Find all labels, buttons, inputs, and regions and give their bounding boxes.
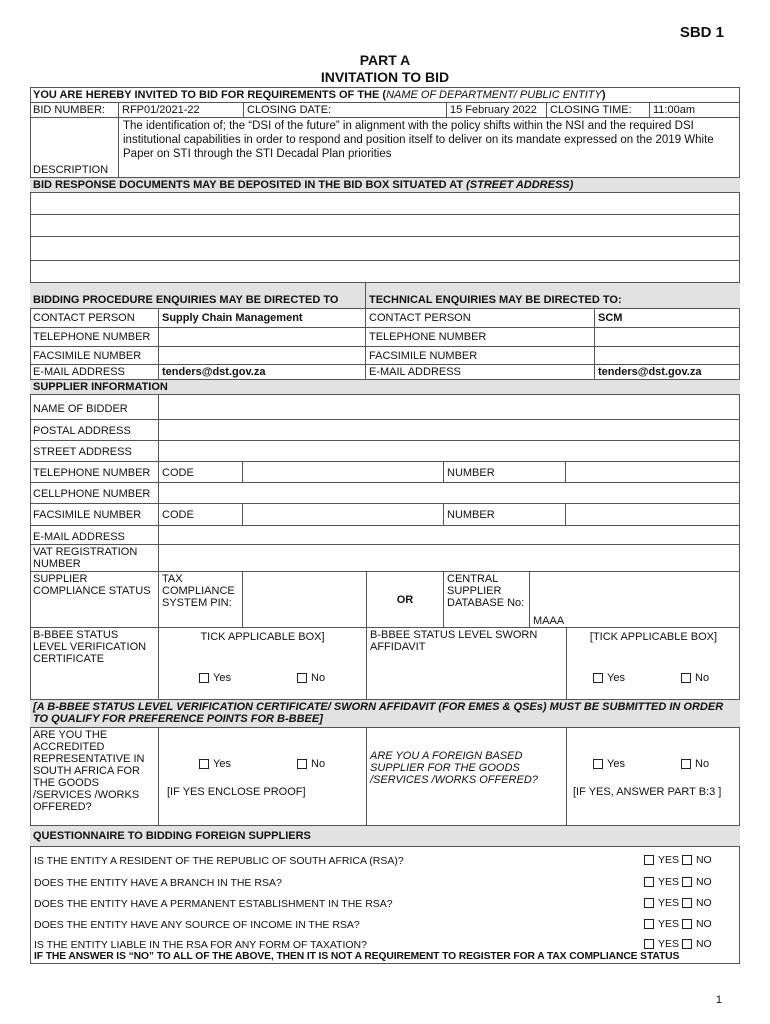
tax-pin-label: TAX COMPLIANCE SYSTEM PIN: xyxy=(158,572,242,627)
compliance-label: SUPPLIER COMPLIANCE STATUS xyxy=(33,573,151,597)
name-label: NAME OF BIDDER xyxy=(33,403,128,415)
fax-code-label: CODE xyxy=(158,504,242,525)
bid-number-row xyxy=(30,102,740,117)
question-4-answer: YES NO xyxy=(644,918,712,930)
accredited-yes[interactable]: Yes xyxy=(199,758,231,770)
bbbee-cert-options xyxy=(158,628,366,699)
technical-email[interactable]: tenders@dst.gov.za xyxy=(594,365,740,379)
postal-input[interactable] xyxy=(158,420,740,440)
description-row xyxy=(30,117,740,177)
csd-label: CENTRAL SUPPLIER DATABASE No: xyxy=(443,572,529,627)
page-title: INVITATION TO BID xyxy=(320,69,450,85)
procedure-telephone[interactable] xyxy=(158,328,365,346)
technical-telephone[interactable] xyxy=(594,328,740,346)
address-line-4[interactable] xyxy=(30,260,740,282)
tech-email-label: E-MAIL ADDRESS xyxy=(365,365,594,379)
supplier-telephone-label: TELEPHONE NUMBER xyxy=(33,467,151,479)
checkbox-icon[interactable] xyxy=(199,759,209,769)
accredited-label: ARE YOU THE ACCREDITED REPRESENTATIVE IN SOUTH AFRICA FOR THE GOODS /SERVICES /WORKS OFFERED? xyxy=(33,729,145,813)
procedure-contact[interactable]: Supply Chain Management xyxy=(158,309,365,327)
postal-label: POSTAL ADDRESS xyxy=(33,425,131,437)
answer-b3: [IF YES, ANSWER PART B:3 ] xyxy=(573,786,722,798)
tech-fax-label: FACSIMILE NUMBER xyxy=(365,347,594,364)
question-5-answer: YES NO xyxy=(644,938,712,950)
supplier-email-input[interactable] xyxy=(158,526,740,544)
technical-contact[interactable]: SCM xyxy=(594,309,740,327)
supplier-fax-row xyxy=(30,503,740,525)
enquiries-heading-row xyxy=(30,282,740,308)
procedure-heading: BIDDING PROCEDURE ENQUIRIES MAY BE DIRECTED TO xyxy=(33,294,339,306)
csd-input[interactable] xyxy=(529,572,740,627)
address-line-2[interactable] xyxy=(30,214,740,236)
technical-fax[interactable] xyxy=(594,347,740,364)
contact-label: CONTACT PERSON xyxy=(33,312,135,324)
tick-box-label-a: TICK APPLICABLE BOX] xyxy=(200,631,325,643)
address-line-3[interactable] xyxy=(30,236,740,260)
street-row xyxy=(30,440,740,461)
questionnaire-heading: QUESTIONNAIRE TO BIDDING FOREIGN SUPPLIERS xyxy=(33,830,311,842)
bbbee-cert-label: B-BBEE STATUS LEVEL VERIFICATION CERTIFICATE xyxy=(33,629,147,665)
question-2: DOES THE ENTITY HAVE A BRANCH IN THE RSA? xyxy=(34,877,282,889)
vat-label: VAT REGISTRATION NUMBER xyxy=(33,546,138,570)
tech-contact-label: CONTACT PERSON xyxy=(365,309,594,327)
bbbee-note-row xyxy=(30,699,740,727)
foreign-yes[interactable]: Yes xyxy=(593,758,625,770)
checkbox-icon[interactable] xyxy=(682,898,692,908)
procedure-email[interactable]: tenders@dst.gov.za xyxy=(158,365,365,379)
closing-date-value[interactable]: 15 February 2022 xyxy=(446,103,546,117)
cellphone-row xyxy=(30,482,740,503)
bbbee-cert-yes[interactable]: Yes xyxy=(199,672,231,684)
closing-time-label: CLOSING TIME: xyxy=(546,103,649,117)
checkbox-icon[interactable] xyxy=(682,939,692,949)
footer-note: IF THE ANSWER IS “NO” TO ALL OF THE ABOVE, THEN IT IS NOT A REQUIREMENT TO REGISTER FOR A TAX COMPLIANCE STATUS xyxy=(34,951,680,962)
part-title: PART A xyxy=(359,52,411,68)
cellphone-input[interactable] xyxy=(158,483,740,503)
email-row xyxy=(30,364,740,379)
checkbox-icon[interactable] xyxy=(593,673,603,683)
vat-row xyxy=(30,544,740,571)
accredited-no[interactable]: No xyxy=(297,758,325,770)
address-line-1[interactable] xyxy=(30,192,740,214)
checkbox-icon[interactable] xyxy=(199,673,209,683)
telephone-label: TELEPHONE NUMBER xyxy=(33,331,151,343)
question-1: IS THE ENTITY A RESIDENT OF THE REPUBLIC OF SOUTH AFRICA (RSA)? xyxy=(34,855,404,867)
question-1-answer: YES NO xyxy=(644,854,712,866)
or-label: OR xyxy=(366,572,443,627)
question-4: DOES THE ENTITY HAVE ANY SOURCE OF INCOME IN THE RSA? xyxy=(34,919,360,931)
telephone-code-input[interactable] xyxy=(242,462,443,482)
checkbox-icon[interactable] xyxy=(297,759,307,769)
checkbox-icon[interactable] xyxy=(681,673,691,683)
checkbox-icon[interactable] xyxy=(644,898,654,908)
description-label: DESCRIPTION xyxy=(33,164,109,176)
supplier-fax-label: FACSIMILE NUMBER xyxy=(33,509,142,521)
tax-pin-input[interactable] xyxy=(242,572,366,627)
bbbee-affidavit-label: B-BBEE STATUS LEVEL SWORN AFFIDAVIT xyxy=(366,628,566,699)
name-input[interactable] xyxy=(158,395,740,419)
telephone-row xyxy=(30,327,740,346)
cellphone-label: CELLPHONE NUMBER xyxy=(33,488,151,500)
fax-row xyxy=(30,346,740,364)
fax-label: FACSIMILE NUMBER xyxy=(33,350,142,362)
bbbee-note: [A B-BBEE STATUS LEVEL VERIFICATION CERTIFICATE/ SWORN AFFIDAVIT (FOR EMES & QSEs) MUST BE SUBMITTED IN ORDER TO QUALIFY FOR PREFERENCE POINTS FOR B-BBEE] xyxy=(33,701,724,725)
fax-number-input[interactable] xyxy=(565,504,740,525)
supplier-email-row xyxy=(30,525,740,544)
question-5: IS THE ENTITY LIABLE IN THE RSA FOR ANY FORM OF TAXATION? xyxy=(34,939,367,951)
tick-box-label-b: [TICK APPLICABLE BOX] xyxy=(589,631,718,643)
street-label: STREET ADDRESS xyxy=(33,446,132,458)
closing-time-value[interactable]: 11:00am xyxy=(649,103,740,117)
postal-row xyxy=(30,419,740,440)
supplier-heading-row xyxy=(30,379,740,394)
question-2-answer: YES NO xyxy=(644,876,712,888)
bbbee-affidavit-no[interactable]: No xyxy=(681,672,709,684)
telephone-number-label: NUMBER xyxy=(443,462,565,482)
accredited-row xyxy=(30,727,740,825)
checkbox-icon[interactable] xyxy=(681,759,691,769)
bbbee-affidavit-yes[interactable]: Yes xyxy=(593,672,625,684)
bbbee-row xyxy=(30,627,740,699)
question-3-answer: YES NO xyxy=(644,897,712,909)
bbbee-cert-no[interactable]: No xyxy=(297,672,325,684)
name-row xyxy=(30,394,740,419)
email-label: E-MAIL ADDRESS xyxy=(33,366,125,378)
invite-heading: YOU ARE HEREBY INVITED TO BID FOR REQUIREMENTS OF THE (NAME OF DEPARTMENT/ PUBLIC ENTITY) xyxy=(33,89,606,101)
checkbox-icon[interactable] xyxy=(682,855,692,865)
supplier-telephone-row xyxy=(30,461,740,482)
telephone-number-input[interactable] xyxy=(565,462,740,482)
page-number: 1 xyxy=(715,994,722,1006)
supplier-heading: SUPPLIER INFORMATION xyxy=(33,381,168,393)
checkbox-icon[interactable] xyxy=(644,877,654,887)
description-text: The identification of; the “DSI of the future” in alignment with the policy shifts within the NSI and the required DSI institutional capabilities in order to respond and position itself to deliver on its mandate expressed on the 2019 White Paper on STI through the STI Decadal Plan priorities xyxy=(118,118,740,177)
questionnaire-heading-row xyxy=(30,825,740,847)
street-input[interactable] xyxy=(158,441,740,461)
foreign-no[interactable]: No xyxy=(681,758,709,770)
contact-row xyxy=(30,308,740,327)
foreign-options xyxy=(566,728,740,825)
checkbox-icon[interactable] xyxy=(644,855,654,865)
fax-code-input[interactable] xyxy=(242,504,443,525)
deposit-heading: BID RESPONSE DOCUMENTS MAY BE DEPOSITED IN THE BID BOX SITUATED AT (STREET ADDRESS) xyxy=(33,179,574,191)
accredited-options xyxy=(158,728,366,825)
checkbox-icon[interactable] xyxy=(297,673,307,683)
tech-telephone-label: TELEPHONE NUMBER xyxy=(365,328,594,346)
telephone-code-label: CODE xyxy=(158,462,242,482)
supplier-email-label: E-MAIL ADDRESS xyxy=(33,531,125,543)
checkbox-icon[interactable] xyxy=(593,759,603,769)
checkbox-icon[interactable] xyxy=(682,877,692,887)
invite-heading-row xyxy=(30,87,740,102)
technical-heading: TECHNICAL ENQUIRIES MAY BE DIRECTED TO: xyxy=(365,283,740,308)
bid-number-value[interactable]: RFP01/2021-22 xyxy=(118,103,243,117)
csd-prefix: MAAA xyxy=(533,615,565,627)
checkbox-icon[interactable] xyxy=(644,939,654,949)
form-code: SBD 1 xyxy=(679,24,724,41)
foreign-label: ARE YOU A FOREIGN BASED SUPPLIER FOR THE GOODS /SERVICES /WORKS OFFERED? xyxy=(366,728,566,825)
closing-date-label: CLOSING DATE: xyxy=(243,103,446,117)
bbbee-affidavit-options xyxy=(566,628,740,699)
enclose-proof: [IF YES ENCLOSE PROOF] xyxy=(167,786,306,798)
fax-number-label: NUMBER xyxy=(443,504,565,525)
bid-number-label: BID NUMBER: xyxy=(33,104,106,116)
checkbox-icon[interactable] xyxy=(682,919,692,929)
vat-input[interactable] xyxy=(158,545,740,571)
compliance-row xyxy=(30,571,740,627)
deposit-heading-row xyxy=(30,177,740,192)
question-3: DOES THE ENTITY HAVE A PERMANENT ESTABLISHMENT IN THE RSA? xyxy=(34,898,393,910)
procedure-fax[interactable] xyxy=(158,347,365,364)
checkbox-icon[interactable] xyxy=(644,919,654,929)
